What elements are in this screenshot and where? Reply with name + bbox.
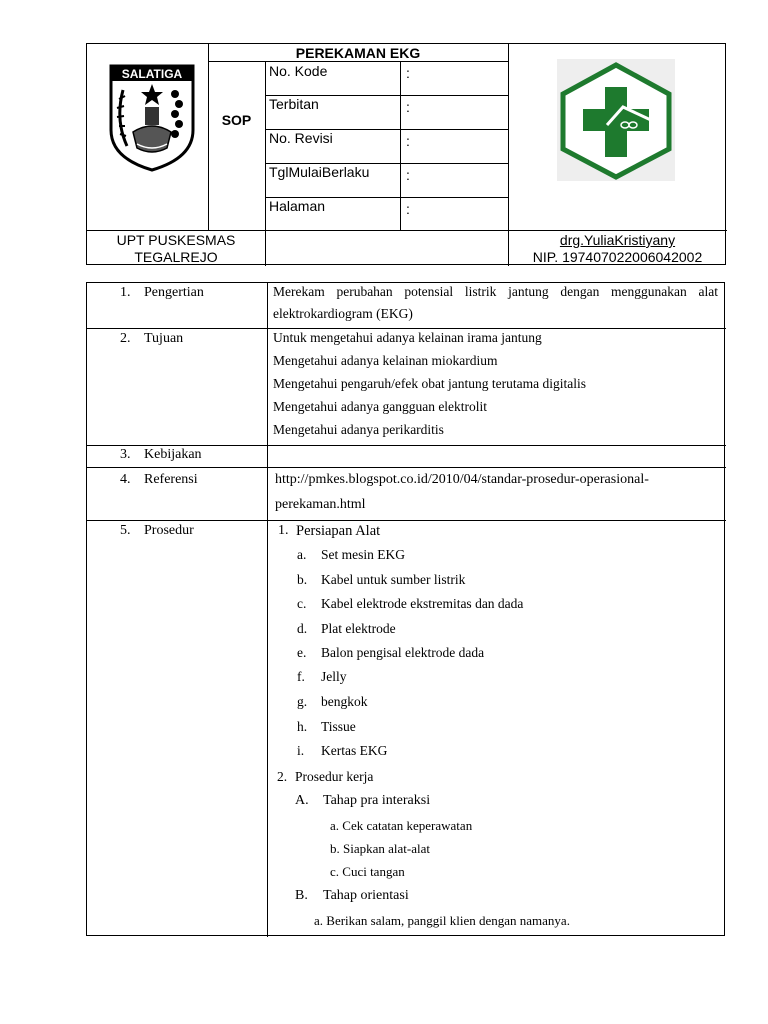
org-name-line1: UPT PUSKESMAS — [116, 232, 236, 248]
list-marker: a. — [297, 547, 307, 562]
list-marker: b. — [297, 572, 308, 587]
equipment-item: Kabel untuk sumber listrik — [321, 572, 466, 587]
list-marker: h. — [297, 719, 308, 734]
divider — [265, 230, 266, 266]
section-number: 3. — [120, 447, 131, 462]
divider — [265, 62, 266, 230]
divider — [87, 520, 726, 521]
section-label-prosedur: Prosedur — [144, 523, 194, 538]
signer-nip: NIP. 197407022006042002 — [532, 249, 703, 265]
equipment-item: Jelly — [321, 669, 347, 684]
tujuan-item: Mengetahui adanya perikarditis — [273, 422, 444, 437]
section-label-pengertian: Pengertian — [144, 285, 204, 300]
list-marker: g. — [297, 694, 308, 709]
list-marker: e. — [297, 645, 307, 660]
section-number: 2. — [120, 331, 131, 346]
puskesmas-logo — [557, 59, 675, 181]
stage-marker: B. — [295, 888, 308, 903]
equipment-item: Tissue — [321, 719, 356, 734]
subsection-number: 2. — [277, 769, 288, 784]
salatiga-crest-logo — [107, 60, 197, 172]
divider — [208, 61, 508, 62]
list-marker: f. — [297, 669, 305, 684]
list-marker: d. — [297, 621, 308, 636]
section-number: 1. — [120, 285, 131, 300]
tujuan-item: Mengetahui adanya gangguan elektrolit — [273, 399, 488, 414]
list-marker: i. — [297, 743, 305, 758]
pengertian-text-line2: elektrokardiogram (EKG) — [273, 306, 413, 321]
field-label: Terbitan — [269, 96, 319, 112]
equipment-item: Kabel elektrode ekstremitas dan dada — [321, 596, 524, 611]
equipment-item: Kertas EKG — [321, 743, 388, 758]
subsection-number: 1. — [278, 523, 289, 538]
section-number: 5. — [120, 523, 131, 538]
field-value: : — [406, 65, 410, 81]
prosedur-kerja-title: Prosedur kerja — [295, 769, 374, 784]
org-name-line2: TEGALREJO — [134, 249, 218, 265]
field-label: No. Revisi — [269, 130, 333, 146]
divider — [87, 230, 727, 231]
section-number: 4. — [120, 472, 131, 487]
field-label: TglMulaiBerlaku — [269, 164, 370, 180]
stage-item: b. Siapkan alat-alat — [330, 841, 430, 856]
stage-item: a. Berikan salam, panggil klien dengan namanya. — [314, 913, 570, 928]
document-title: PEREKAMAN EKG — [295, 45, 421, 61]
divider — [87, 328, 726, 329]
section-label-kebijakan: Kebijakan — [144, 447, 202, 462]
logo-text: SALATIGA — [121, 67, 183, 81]
referensi-link-line2: perekaman.html — [275, 497, 366, 512]
divider — [208, 44, 209, 230]
field-label: Halaman — [269, 198, 326, 214]
tujuan-item: Mengetahui adanya kelainan miokardium — [273, 353, 498, 368]
stage-item: a. Cek catatan keperawatan — [330, 818, 473, 833]
equipment-item: Plat elektrode — [321, 621, 396, 636]
field-value: : — [406, 133, 410, 149]
tahap-pra-interaksi-title: Tahap pra interaksi — [323, 793, 431, 808]
sop-label: SOP — [221, 112, 252, 128]
persiapan-alat-title: Persiapan Alat — [296, 523, 381, 539]
field-value: : — [406, 99, 410, 115]
equipment-item: bengkok — [321, 694, 368, 709]
section-label-tujuan: Tujuan — [144, 331, 184, 346]
list-marker: c. — [297, 596, 307, 611]
field-value: : — [406, 201, 410, 217]
section-label-referensi: Referensi — [144, 472, 198, 487]
tahap-orientasi-title: Tahap orientasi — [323, 888, 409, 903]
tujuan-item: Mengetahui pengaruh/efek obat jantung terutama digitalis — [273, 376, 587, 391]
equipment-item: Balon pengisal elektrode dada — [321, 645, 485, 660]
divider — [267, 283, 268, 937]
equipment-item: Set mesin EKG — [321, 547, 405, 562]
signer-name: drg.YuliaKristiyany — [559, 232, 676, 248]
referensi-link-line1: http://pmkes.blogspot.co.id/2010/04/standar-prosedur-operasional- — [275, 472, 649, 487]
divider — [87, 445, 726, 446]
stage-item: c. Cuci tangan — [330, 864, 405, 879]
tujuan-item: Untuk mengetahui adanya kelainan irama jantung — [273, 330, 542, 345]
divider — [87, 467, 726, 468]
sop-content-table — [86, 282, 725, 936]
field-label: No. Kode — [269, 63, 328, 79]
sop-header-table — [86, 43, 726, 265]
pengertian-text-line1: Merekam perubahan potensial listrik jantung dengan menggunakan alat — [273, 284, 718, 299]
stage-marker: A. — [295, 793, 309, 808]
divider — [400, 62, 401, 230]
field-value: : — [406, 167, 410, 183]
